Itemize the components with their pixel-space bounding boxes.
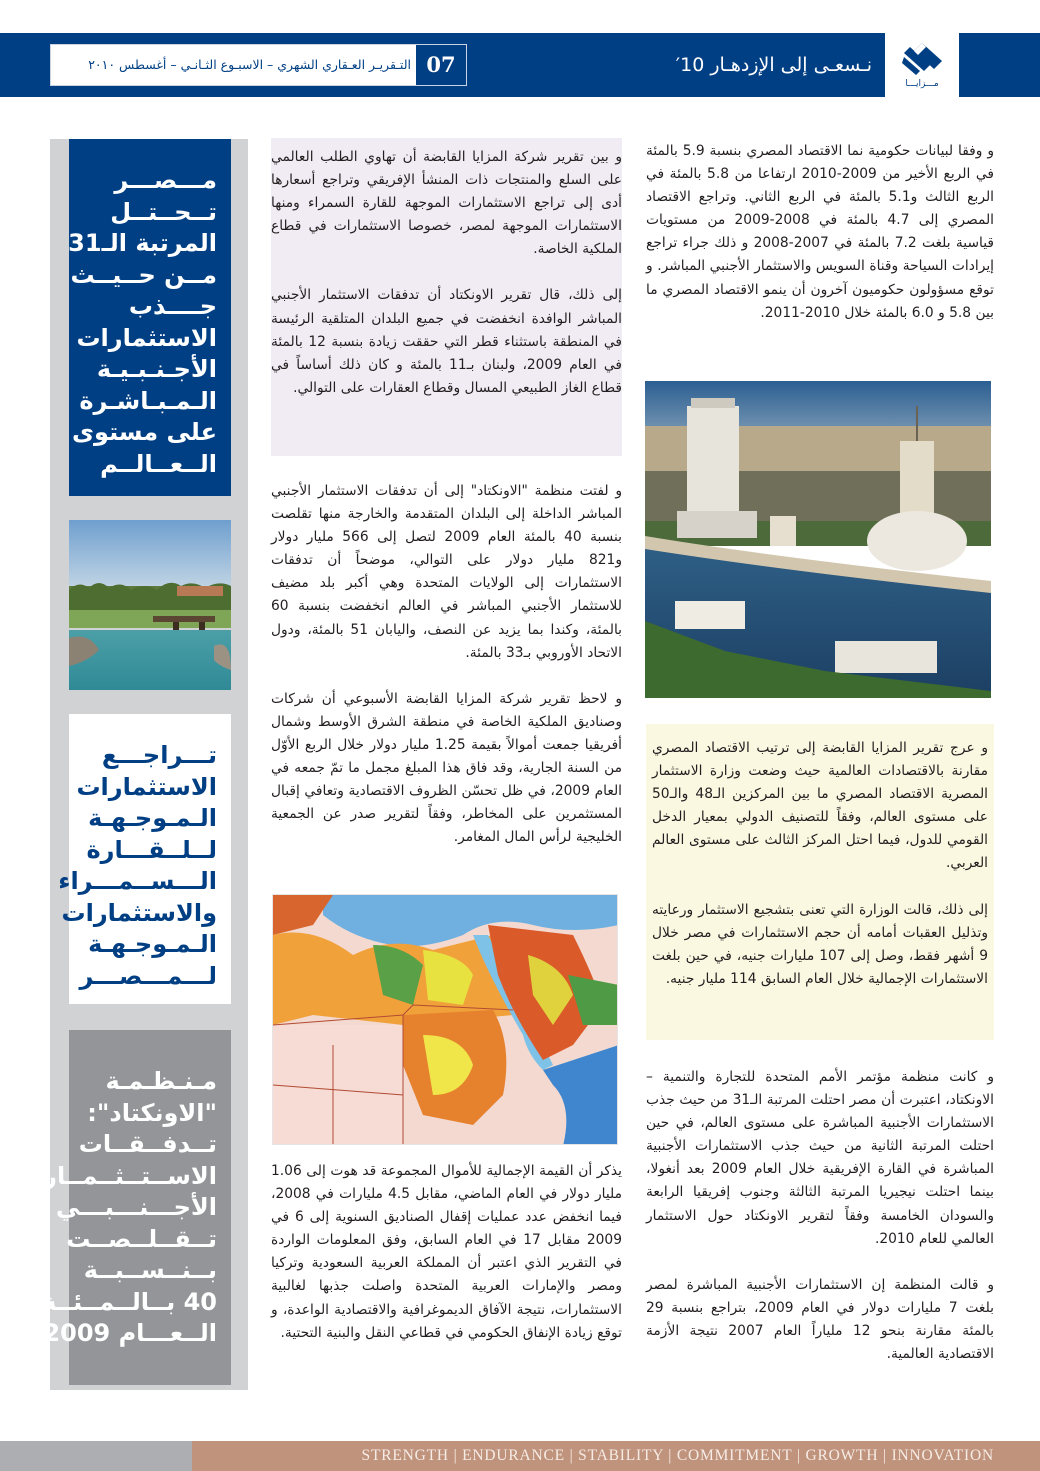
tagline: نـسعـى إلى الإزدهـار 10′ xyxy=(675,54,872,76)
region-map-image xyxy=(272,894,618,1145)
pull-quote-line: مــن حــيــث xyxy=(70,260,217,289)
pull-quote-line: لــلــقـــارة xyxy=(86,835,217,864)
paragraph: و لفتت منظمة "الاونكتاد" إلى أن تدفقات الاستثمار الأجنبي المباشر الداخلة إلى البلدان المتقدمة والخارجة منها تقلصت بنسبة 40 بالمئة العام 2009 لتصل إلى 566 مليار دولار و821 مليار دولار على التوالي، موضحاً أن تدفقات الاستثمارات إلى الولايات المتحدة وهي أكبر بلد مضيف للاستثمار الأجنبي المباشر في العالم انخفضت بنسبة 60 بالمئة، وكندا بما يزيد عن النصف، واليابان 51 بالمئة، ودول الاتحاد الأوروبي بـ33 بالمئة. xyxy=(271,483,622,661)
pull-quote-line: تــحــتــل xyxy=(110,197,217,226)
pull-quote-line: لـــمـــصـــر xyxy=(79,961,217,990)
pull-quote-line: تـــراجـــع xyxy=(101,741,217,769)
pull-quote-line: الاســتــثــمــار xyxy=(43,1161,217,1190)
paragraph: إلى ذلك، قالت الوزارة التي تعنى بتشجيع الاستثمار ورعايته وتذليل العقبات أمامه أن حجم الاستثمارات في مصر خلال 9 أشهر فقط، وصل إلى 107 مليارات جنيه، في حين بلغت الاستثمارات الإجمالية خلال العام السابق 114 مليار جنيه. xyxy=(652,901,988,987)
right-bottom-text xyxy=(646,1066,994,1366)
mazaya-logo xyxy=(885,33,959,97)
pull-quote-line: الاستثمارات xyxy=(76,323,217,352)
pull-quote-egypt-rank xyxy=(69,139,231,496)
middle-highlight-text xyxy=(271,146,622,400)
paragraph: و بين تقرير شركة المزايا القابضة أن تهاوي الطلب العالمي على السلع والمنتجات ذات المنشأ الإفريقي وتراجع أسعارها أدى إلى تراجع الاستثمارات الموجهة للقارة السمراء ومنها الاستثمارات الموجهة لمصر، خصوصا الاستثمارات في قطاع الملكية الخاصة. xyxy=(271,149,622,258)
pull-quote-line: الــعــالــم xyxy=(100,449,217,478)
paragraph: و كانت منظمة مؤتمر الأمم المتحدة للتجارة والتنمية – الاونكتاد، اعتبرت أن مصر احتلت المرتبة الـ31 من حيث جذب الاستثمارات الأجنبية المباشرة على مستوى العالم، في حين احتلت المرتبة الثانية من حيث جذب الاستثمارات الأجنبية المباشرة في القارة الإفريقية خلال العام 2009 بعد أنغولا، بينما احتلت نيجيريا المرتبة الثالثة وجنوب إفريقيا الرابعة والسودان الخامسة وفقاً لتقرير الاونكتاد حول الاستثمار العالمي للعام 2010. xyxy=(646,1069,994,1247)
pull-quote-line: 40 بــالــمــئــة xyxy=(42,1287,217,1316)
pull-quote-line: الـــســمـــراء xyxy=(58,867,217,895)
pull-quote-line: "الاونكتاد": xyxy=(87,1098,217,1127)
pull-quote-line: على مستوى xyxy=(72,418,217,446)
paragraph: إلى ذلك، قال تقرير الاونكتاد أن تدفقات الاستثمار الأجنبي المباشر الوافدة انخفضت في جميع البلدان المتلقية الرئيسة في المنطقة باستثناء قطر التي حققت زيادة بنسبة 12 بالمئة في العام 2009، ولبنان بـ11 بالمئة و كان ذلك أساساً في قطاع الغاز الطبيعي المسال وقطاع العقارات على التوالي. xyxy=(271,287,623,396)
page-number: 07 xyxy=(416,45,466,85)
report-title: التـقريـر العـقاري الشهري – الاسبـوع الثـانـي – أغسطس ٢٠١٠ xyxy=(88,57,411,72)
pull-quote-line: الأجـــنـــبـــي xyxy=(55,1193,217,1221)
pull-quote-line: المرتبة الـ31 xyxy=(68,229,217,257)
paragraph: يذكر أن القيمة الإجمالية للأموال المجموعة قد هوت إلى 1.06 مليار دولار في العام الماضي، مقابل 4.5 مليارات في 2008، فيما انخفض عدد عمليات إقفال الصناديق السنوية إلى 6 في 2009 مقابل 17 في العام السابق، وفق المعلومات الواردة في التقرير الذي اعتبر أن المملكة العربية السعودية وتركيا ومصر والإمارات العربية المتحدة واصلت جذبها لغالبية الاستثمارات، نتيجة الآفاق الديموغرافية والاقتصادية الواعدة، و توقع زيادة الإنفاق الحكومي في قطاعي النقل والبنية التحتية. xyxy=(271,1163,623,1341)
pull-quote-line: الـمـبـاشـرة xyxy=(79,386,217,415)
pull-quote-line: مـــصـــر xyxy=(114,166,217,194)
middle-bottom-text xyxy=(271,1160,622,1345)
pull-quote-line: والاستثمارات xyxy=(61,898,217,927)
resort-photo xyxy=(69,520,231,690)
mazaya-logo-icon xyxy=(900,41,944,79)
logo-caption: مـــزايـــا xyxy=(905,79,939,89)
report-title-box xyxy=(50,44,467,86)
footer-values-text: STRENGTH | ENDURANCE | STABILITY | COMMITMENT | GROWTH | INNOVATION xyxy=(361,1447,994,1464)
pull-quote-investment-decline xyxy=(58,714,231,1004)
pull-quote-line: تــقــلــصــت xyxy=(66,1224,217,1253)
footer-values-bar xyxy=(192,1441,1040,1471)
paragraph: و قالت المنظمة إن الاستثمارات الأجنبية المباشرة لمصر بلغت 7 مليارات دولار في العام 2009، بتراجع بنسبة 29 بالمئة مقارنة بنحو 12 ملياراً العام 2007 نتيجة الأزمة الاقتصادية العالمية. xyxy=(646,1276,994,1363)
paragraph: و عرج تقرير المزايا القابضة إلى ترتيب الاقتصاد المصري مقارنة بالاقتصادات العالمية حيث وضعت وزارة الاستثمار المصرية الاقتصاد المصري ما بين المركزين الـ48 والـ50 على مستوى العالم، وفقاً للتصنيف الدولي بمعيار الدخل القومي للدول، فيما احتل المركز الثالث على مستوى العالم العربي. xyxy=(652,740,988,872)
footer-gray-bar xyxy=(0,1441,192,1471)
pull-quote-line: الــعـــام 2009 xyxy=(43,1319,217,1347)
paragraph: و لاحظ تقرير شركة المزايا القابضة الأسبوعي أن شركات وصناديق الملكية الخاصة في منطقة الشرق الأوسط وشمال أفريقيا جمعت أموالاً بقيمة 1.25 مليار دولار خلال الربع الأوّل من السنة الجارية، وقد فاق هذا المبلغ مجمل ما تمّ جمعه في العام 2009، في ظل تحسّن الظروف الاقتصادية وتعافي إقبال المستثمرين على المخاطر، وفقاً لتقرير صدر عن الجمعية الخليجية لرأس المال المغامر. xyxy=(271,690,623,846)
pull-quote-line: الـمـوجـهـة xyxy=(88,804,217,832)
pull-quote-line: الأجـنـبـيـة xyxy=(96,355,217,383)
pull-quote-line: بــنــســبــة xyxy=(83,1256,217,1284)
paragraph: و وفقا لبيانات حكومية نما الاقتصاد المصري بنسبة 5.9 بالمئة في الربع الأخير من 2009-2010 ارتفاعا من 5.8 بالمئة في الربع الثالث و5.1 بالمئة في الربع الثاني. وتراجع الاقتصاد المصري إلى 4.7 بالمئة في 2008-2009 من مستويات قياسية بلغت 7.2 بالمئة في 2007-2008 و ذلك جراء تراجع إيرادات السياحة وقناة السويس والاستثمار الأجنبي المباشر. و توقع مسؤولون حكوميون آخرون أن ينمو الاقتصاد المصري ما بين 5.8 و 6.0 بالمئة خلال 2010-2011. xyxy=(646,143,995,321)
middle-body-text xyxy=(271,480,622,849)
pull-quote-unctad xyxy=(42,1030,231,1385)
cairo-nile-photo xyxy=(645,381,991,698)
pull-quote-line: تــدفــقــات xyxy=(78,1130,217,1158)
right-top-text xyxy=(646,140,994,325)
pull-quote-line: الـمـوجـهـة xyxy=(88,930,217,958)
right-highlight-text xyxy=(652,737,988,991)
pull-quote-line: مـنـظـمـة xyxy=(105,1067,217,1095)
pull-quote-line: الاستثمارات xyxy=(76,772,217,801)
pull-quote-line: جــــذب xyxy=(128,292,217,320)
